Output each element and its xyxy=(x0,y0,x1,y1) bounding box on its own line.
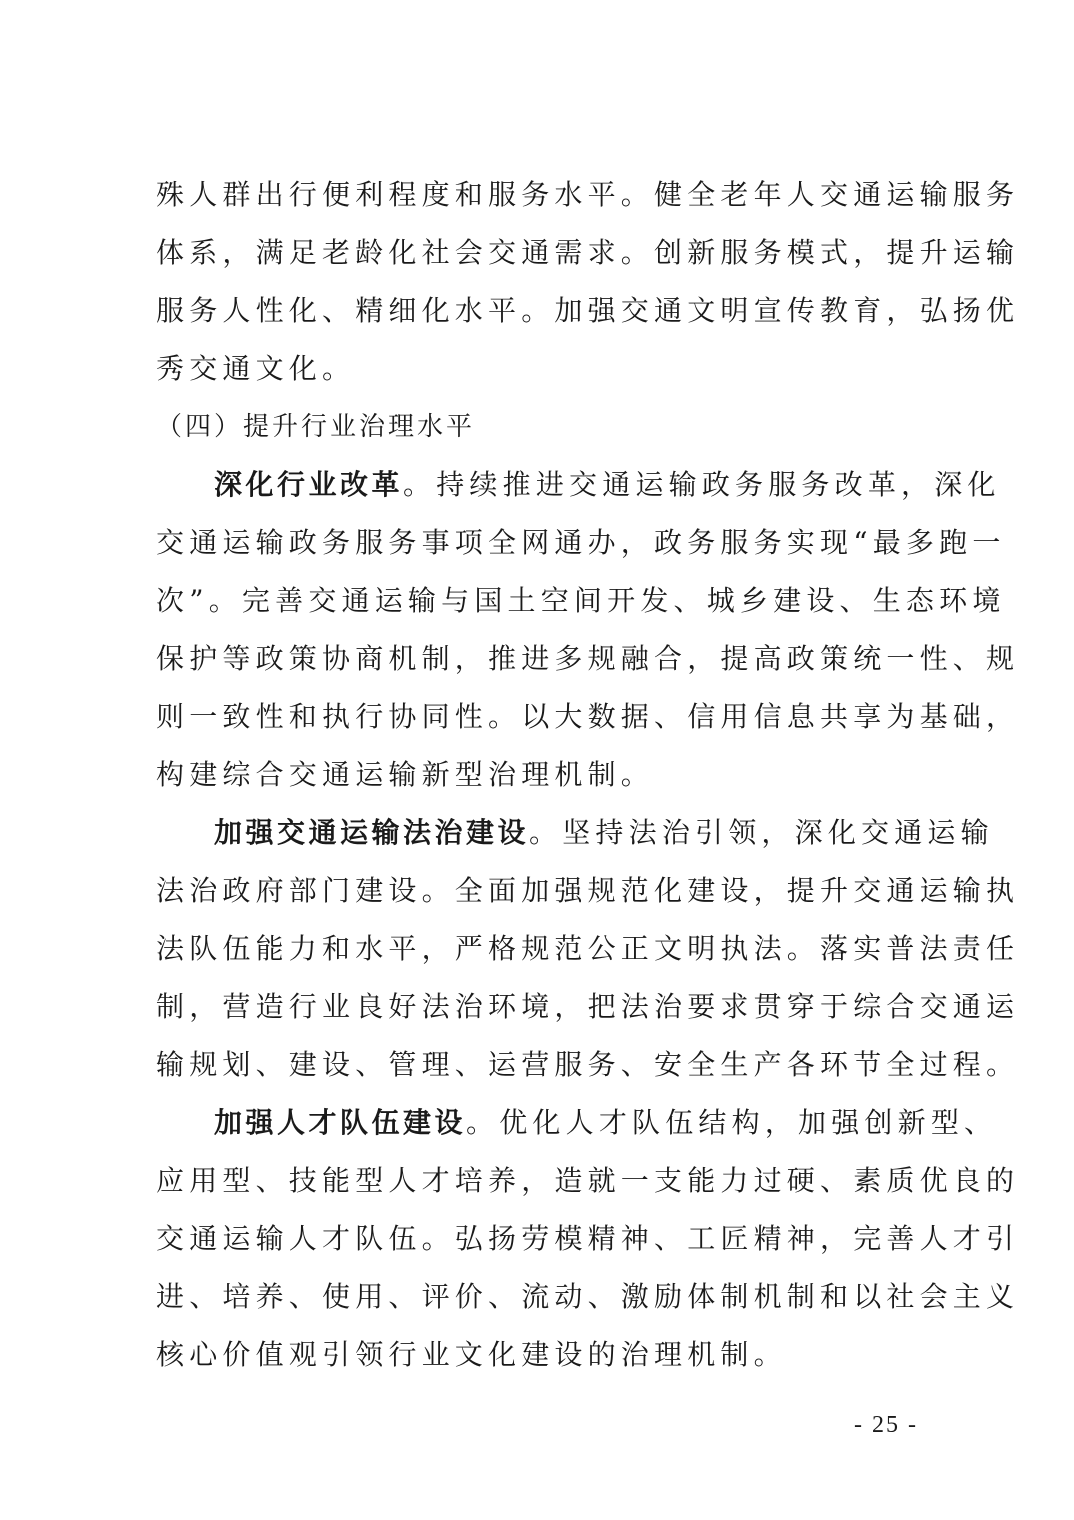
text-line: 输规划、建设、管理、运营服务、安全生产各环节全过程。 xyxy=(156,1048,1020,1081)
text-line: 制，营造行业良好法治环境，把法治要求贯穿于综合交通运 xyxy=(156,990,1020,1023)
text-line-first xyxy=(156,456,1001,514)
text-line-first xyxy=(156,804,994,862)
paragraph-lead: 加强人才队伍建设 xyxy=(214,1106,467,1139)
text-line: 进、培养、使用、评价、流动、激励体制机制和以社会主义 xyxy=(156,1280,1020,1313)
text-line: 交通运输政务服务事项全网通办，政务服务实现“最多跑一 xyxy=(156,526,1006,559)
text-run: 。持续推进交通运输政务服务改革，深化 xyxy=(403,468,1001,501)
paragraph-intro xyxy=(156,166,1020,398)
paragraph-law xyxy=(156,804,1020,1094)
section-heading: （四）提升行业治理水平 xyxy=(156,412,476,442)
text-line: 法治政府部门建设。全面加强规范化建设，提升交通运输执 xyxy=(156,874,1020,907)
text-line: 应用型、技能型人才培养，造就一支能力过硬、素质优良的 xyxy=(156,1164,1020,1197)
text-line: 则一致性和执行协同性。以大数据、信用信息共享为基础， xyxy=(156,700,1020,733)
text-line: 构建综合交通运输新型治理机制。 xyxy=(156,758,655,791)
text-line: 秀交通文化。 xyxy=(156,352,356,385)
paragraph-reform xyxy=(156,456,1020,804)
text-line: 殊人群出行便利程度和服务水平。健全老年人交通运输服务 xyxy=(156,178,1020,211)
text-run: 。优化人才队伍结构，加强创新型、 xyxy=(466,1106,998,1139)
text-line: 体系，满足老龄化社会交通需求。创新服务模式，提升运输 xyxy=(156,236,1020,269)
paragraph-lead: 深化行业改革 xyxy=(214,468,404,501)
paragraph-lead: 加强交通运输法治建设 xyxy=(214,816,530,849)
text-line: 核心价值观引领行业文化建设的治理机制。 xyxy=(156,1338,787,1371)
text-line: 次”。完善交通运输与国土空间开发、城乡建设、生态环境 xyxy=(156,584,1006,617)
body-text xyxy=(156,166,1020,1384)
text-line-first xyxy=(156,1094,998,1152)
paragraph-talent xyxy=(156,1094,1020,1384)
text-line: 法队伍能力和水平，严格规范公正文明执法。落实普法责任 xyxy=(156,932,1020,965)
page-number: - 25 - xyxy=(854,1412,918,1438)
text-line: 保护等政策协商机制，推进多规融合，提高政策统一性、规 xyxy=(156,642,1020,675)
text-run: 。坚持法治引领，深化交通运输 xyxy=(529,816,994,849)
text-line: 服务人性化、精细化水平。加强交通文明宣传教育，弘扬优 xyxy=(156,294,1020,327)
text-line: 交通运输人才队伍。弘扬劳模精神、工匠精神，完善人才引 xyxy=(156,1222,1020,1255)
